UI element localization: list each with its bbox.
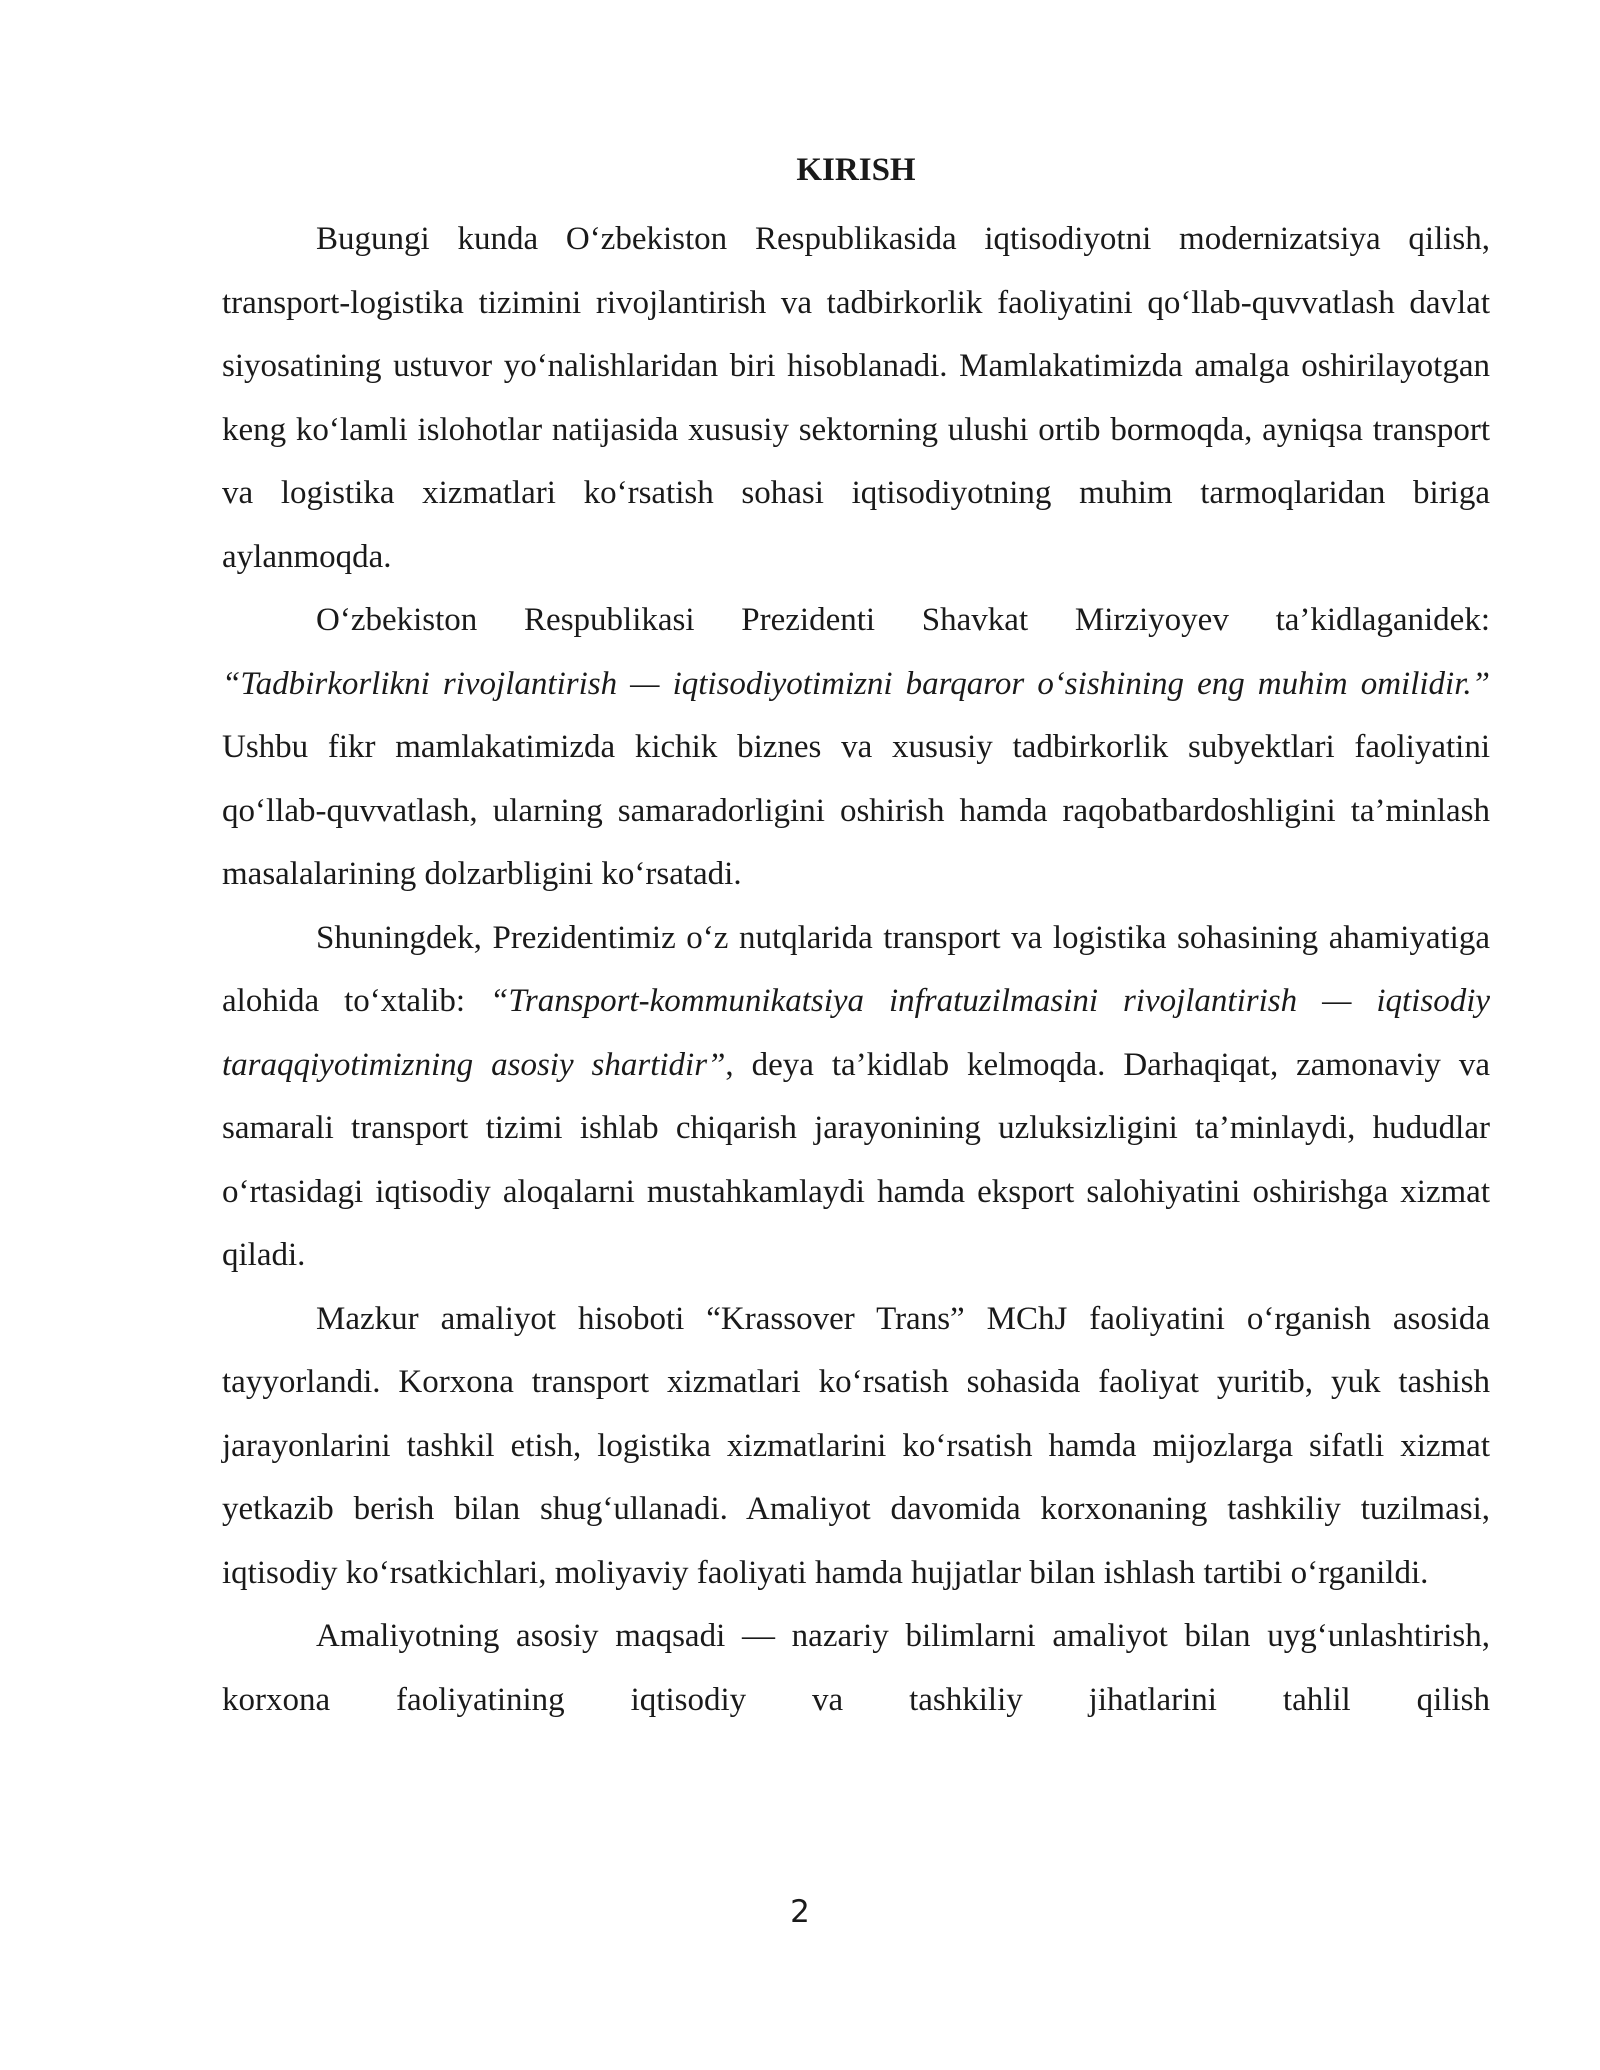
paragraph-5-text: Amaliyotning asosiy maqsadi — nazariy bilimlarni amaliyot bilan uyg‘unlashtirish, korxona faoliyatining iqtisodiy va tashkiliy jihatlarini tahlil qilish	[222, 1618, 1490, 1718]
section-title: KIRISH	[796, 152, 916, 188]
paragraph-4	[222, 1288, 1490, 1606]
paragraph-5	[222, 1605, 1490, 1732]
paragraph-1-text: Bugungi kunda O‘zbekiston Respublikasida iqtisodiyotni modernizatsiya qilish, transport-logistika tizimini rivojlantirish va tadbirkorlik faoliyatini qo‘llab-quvvatlash davlat siyosatining ustuvor yo‘nalishlaridan biri hisoblanadi. Mamlakatimizda amalga oshirilayotgan keng ko‘lamli islohotlar natijasida xususiy sektorning ulushi ortib bormoqda, ayniqsa transport va logistika xizmatlari ko‘rsatish sohasi iqtisodiyotning muhim tarmoqlaridan biriga aylanmoqda.	[222, 221, 1490, 575]
document-page	[222, 150, 1490, 1732]
page-number: 2	[790, 1894, 810, 1930]
paragraph-4-text: Mazkur amaliyot hisoboti “Krassover Trans” MChJ faoliyatini o‘rganish asosida tayyorlandi. Korxona transport xizmatlari ko‘rsatish sohasida faoliyat yuritib, yuk tashish jarayonlarini tashkil etish, logistika xizmatlarini ko‘rsatish hamda mijozlarga sifatli xizmat yetkazib berish bilan shug‘ullanadi. Amaliyot davomida korxonaning tashkiliy tuzilmasi, iqtisodiy ko‘rsatkichlari, moliyaviy faoliyati hamda hujjatlar bilan ishlash tartibi o‘rganildi.	[222, 1300, 1490, 1591]
paragraph-3-tail: , deya ta’kidlab kelmoqda. Darhaqiqat, zamonaviy va samarali transport tizimi ishlab chiqarish jarayonining uzluksizligini ta’minlaydi, hududlar o‘rtasidagi iqtisodiy aloqalarni mustahkamlaydi hamda eksport salohiyatini oshirishga xizmat qiladi.	[222, 1046, 1490, 1273]
paragraph-3-quote: “Transport-kommunikatsiya infratuzilmasini rivojlantirish — iqtisodiy taraqqiyotimizning asosiy shartidir”	[222, 983, 1491, 1083]
paragraph-3-lead: Shuningdek, Prezidentimiz o‘z nutqlarida transport va logistika sohasining ahamiyatiga alohida to‘xtalib:	[222, 919, 1490, 1019]
paragraph-3	[222, 907, 1490, 1288]
paragraph-2-tail: Ushbu fikr mamlakatimizda kichik biznes va xususiy tadbirkorlik subyektlari faoliyatini qo‘llab-quvvatlash, ularning samaradorligini oshirish hamda raqobatbardoshligini ta’minlash masalalarining dolzarbligini ko‘rsatadi.	[222, 729, 1490, 892]
paragraph-1	[222, 208, 1490, 589]
paragraph-2-quote: “Tadbirkorlikni rivojlantirish — iqtisodiyotimizni barqaror o‘sishining eng muhim omilidir.”	[222, 665, 1490, 702]
paragraph-2	[222, 589, 1490, 907]
paragraph-2-lead: O‘zbekiston Respublikasi Prezidenti Shavkat Mirziyoyev ta’kidlaganidek:	[316, 602, 1490, 638]
